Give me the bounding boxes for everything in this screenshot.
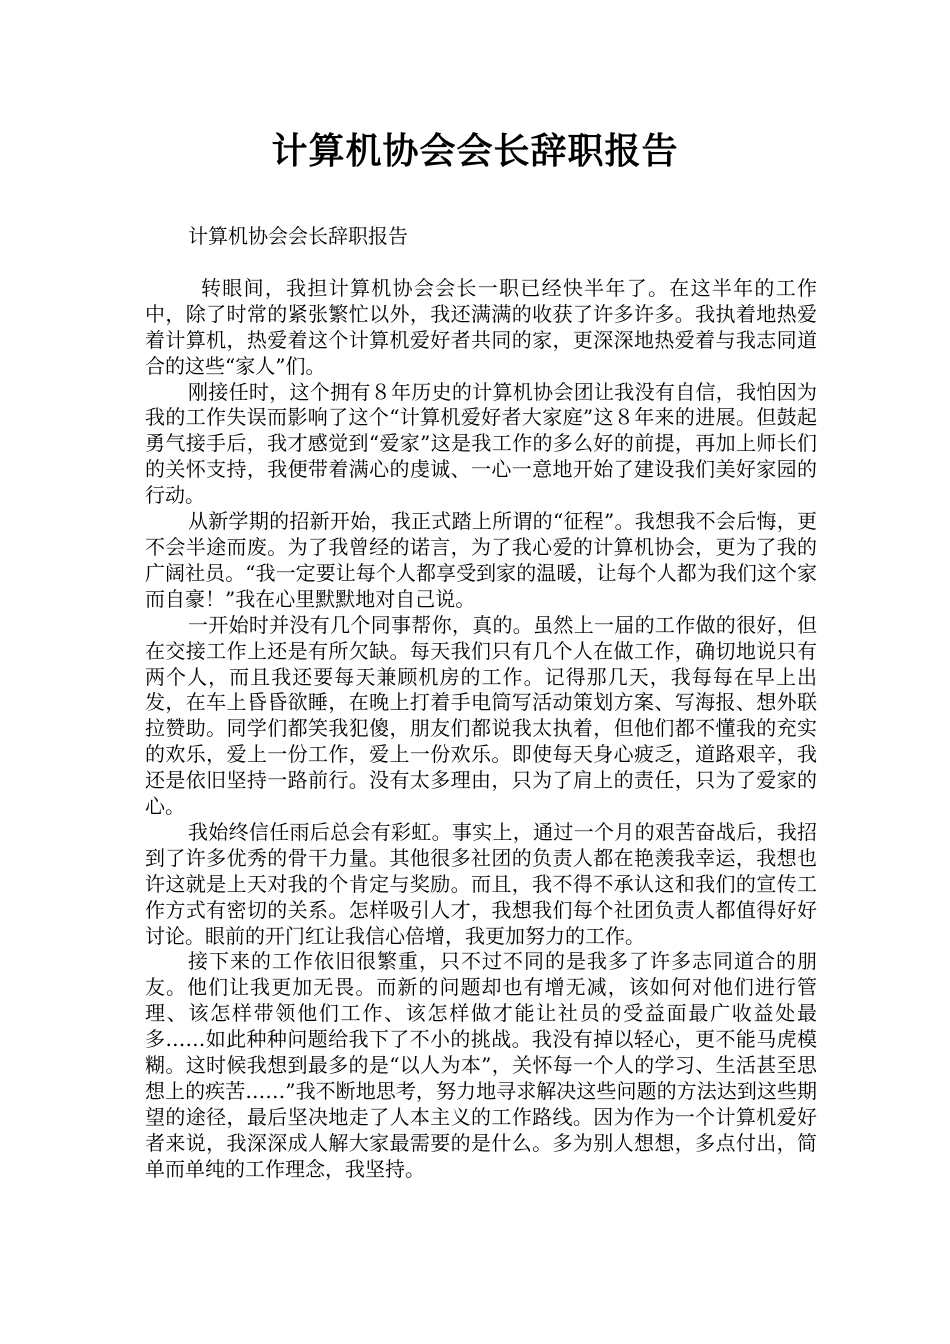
paragraph-4: 一开始时并没有几个同事帮你，真的。虽然上一届的工作做的很好，但在交接工作上还是有所欠缺。每天我们只有几个人在做工作，确切地说只有两个人，而且我还要每天兼顾机房的工作。记得那几天，我每每在早上出发，在车上昏昏欲睡，在晚上打着手电筒写活动策划方案、写海报、想外联拉赞助。同学们都笑我犯傻，朋友们都说我太执着，但他们都不懂我的充实的欢乐，爱上一份工作，爱上一份欢乐。即使每天身心疲乏，道路艰辛，我还是依旧坚持一路前行。没有太多理由，只为了肩上的责任，只为了爱家的心。 <box>145 612 817 819</box>
paragraph-6: 接下来的工作依旧很繁重，只不过不同的是我多了许多志同道合的朋友。他们让我更加无畏。而新的问题却也有增无减，该如何对他们进行管理、该怎样带领他们工作、该怎样做才能让社员的受益面最广收益处最多……如此种种问题给我下了不小的挑战。我没有掉以轻心，更不能马虎模糊。这时候我想到最多的是“以人为本”，关怀每一个人的学习、生活甚至思想上的疾苦……”我不断地思考，努力地寻求解决这些问题的方法达到这些期望的途径，最后坚决地走了人本主义的工作路线。因为作为一个计算机爱好者来说，我深深成人解大家最需要的是什么。多为别人想想，多点付出，简单而单纯的工作理念，我坚持。 <box>145 949 817 1181</box>
paragraph-3: 从新学期的招新开始，我正式踏上所谓的“征程”。我想我不会后悔，更不会半途而废。为了我曾经的诺言，为了我心爱的计算机协会，更为了我的广阔社员。“我一定要让每个人都享受到家的温暖，让每个人都为我们这个家而自豪！”我在心里默默地对自己说。 <box>145 509 817 611</box>
paragraph-1: 转眼间，我担计算机协会会长一职已经快半年了。在这半年的工作中，除了时常的紧张繁忙以外，我还满满的收获了许多许多。我执着地热爱着计算机，热爱着这个计算机爱好者共同的家，更深深地热爱着与我志同道合的这些“家人”们。 <box>145 275 817 378</box>
document-title: 计算机协会会长辞职报告 <box>271 131 679 172</box>
document-body <box>145 224 817 1183</box>
paragraph-5: 我始终信任雨后总会有彩虹。事实上，通过一个月的艰苦奋战后，我招到了许多优秀的骨干力量。其他很多社团的负责人都在艳羡我幸运，我想也许这就是上天对我的个肯定与奖励。而且，我不得不承认这和我们的宣传工作方式有密切的关系。怎样吸引人才，我想我们每个社团负责人都值得好好讨论。眼前的开门红让我信心倍增，我更加努力的工作。 <box>145 819 817 948</box>
document-subtitle: 计算机协会会长辞职报告 <box>188 224 408 248</box>
paragraph-2: 刚接任时，这个拥有８年历史的计算机协会团让我没有自信，我怕因为我的工作失误而影响了这个“计算机爱好者大家庭”这８年来的进展。但鼓起勇气接手后，我才感觉到“爱家”这是我工作的多么好的前提，再加上师长们的关怀支持，我便带着满心的虔诚、一心一意地开始了建设我们美好家园的行动。 <box>145 379 817 508</box>
